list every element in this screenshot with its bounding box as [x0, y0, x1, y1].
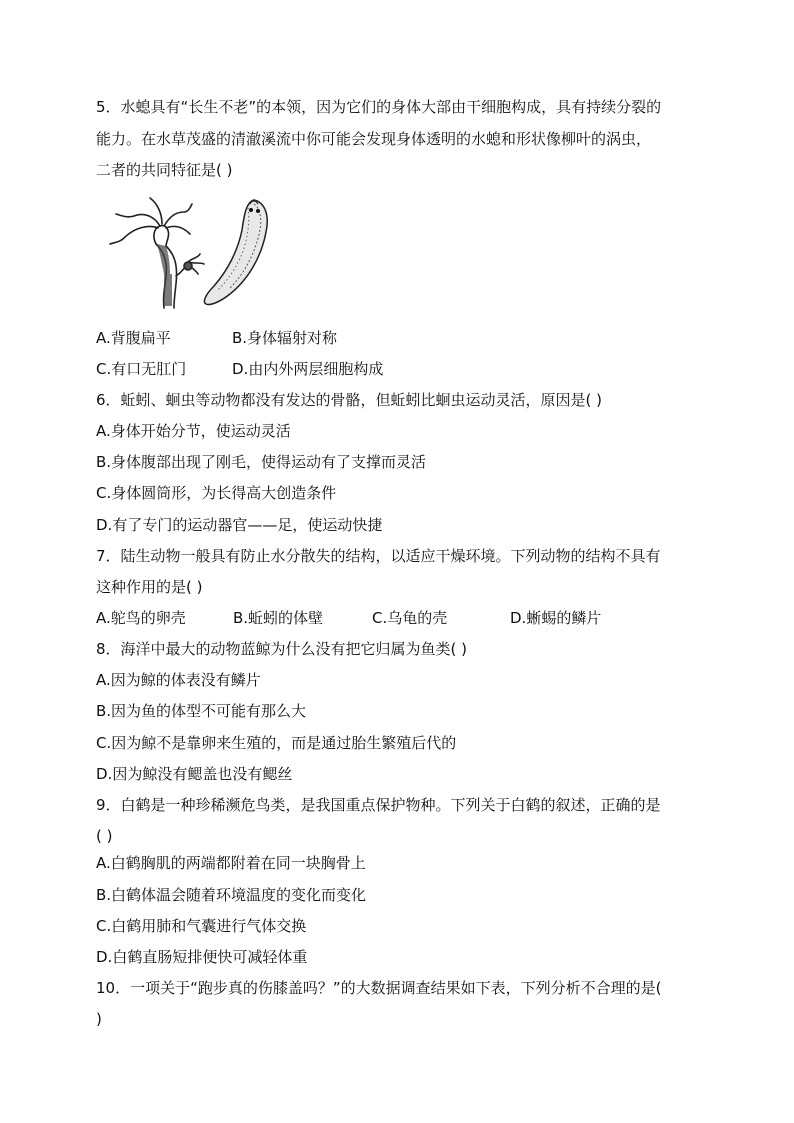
- question-8-option-b[interactable]: B.因为鱼的体型不可能有那么大: [96, 702, 307, 720]
- question-5-line-2: 能力。在水草茂盛的清澈溪流中你可能会发现身体透明的水螅和形状像柳叶的涡虫，: [96, 130, 652, 148]
- question-5-option-a[interactable]: A.背腹扁平: [96, 329, 171, 347]
- question-6-option-d[interactable]: D.有了专门的运动器官——足，使运动快捷: [96, 516, 383, 534]
- question-7-line-1: 7．陆生动物一般具有防止水分散失的结构，以适应干燥环境。下列动物的结构不具有: [96, 547, 661, 565]
- question-5-option-b[interactable]: B.身体辐射对称: [232, 329, 338, 347]
- question-8-option-a[interactable]: A.因为鲸的体表没有鳞片: [96, 671, 261, 689]
- question-8-option-d[interactable]: D.因为鲸没有鳃盖也没有鳃丝: [96, 765, 293, 783]
- question-7-option-a[interactable]: A.鸵鸟的卵壳: [96, 609, 186, 627]
- question-9-option-c[interactable]: C.白鹤用肺和气囊进行气体交换: [96, 917, 307, 935]
- question-6-line-1: 6．蚯蚓、蛔虫等动物都没有发达的骨骼，但蚯蚓比蛔虫运动灵活，原因是( ): [96, 391, 603, 409]
- question-7-option-c[interactable]: C.乌龟的壳: [372, 609, 448, 627]
- question-9-option-a[interactable]: A.白鹤胸肌的两端都附着在同一块胸骨上: [96, 854, 366, 872]
- question-6-option-c[interactable]: C.身体圆筒形，为长得高大创造条件: [96, 484, 337, 502]
- question-5-line-3: 二者的共同特征是( ): [96, 161, 233, 179]
- question-9-option-b[interactable]: B.白鹤体温会随着环境温度的变化而变化: [96, 886, 367, 904]
- question-10-line-2: ): [96, 1010, 102, 1028]
- hydra-planarian-illustration: [104, 194, 280, 312]
- question-5-option-c[interactable]: C.有口无肛门: [96, 360, 187, 378]
- question-5-line-1: 5．水螅具有“长生不老”的本领，因为它们的身体大部由干细胞构成，具有持续分裂的: [96, 98, 662, 116]
- question-10-line-1: 10．一项关于“跑步真的伤膝盖吗？”的大数据调查结果如下表，下列分析不合理的是(: [96, 979, 662, 997]
- planarian-drawing: [204, 200, 267, 305]
- question-9-option-d[interactable]: D.白鹤直肠短排便快可减轻体重: [96, 948, 308, 966]
- question-6-option-b[interactable]: B.身体腹部出现了刚毛，使得运动有了支撑而灵活: [96, 453, 427, 471]
- question-7-line-2: 这种作用的是( ): [96, 578, 203, 596]
- question-7-option-d[interactable]: D.蜥蜴的鳞片: [510, 609, 602, 627]
- question-5-option-d[interactable]: D.由内外两层细胞构成: [232, 360, 384, 378]
- question-8-option-c[interactable]: C.因为鲸不是靠卵来生殖的，而是通过胎生繁殖后代的: [96, 734, 457, 752]
- question-7-option-b[interactable]: B.蚯蚓的体壁: [233, 609, 324, 627]
- question-6-option-a[interactable]: A.身体开始分节，使运动灵活: [96, 422, 291, 440]
- hydra-drawing: [110, 198, 204, 308]
- question-9-line-2: ( ): [96, 827, 113, 845]
- question-8-line-1: 8．海洋中最大的动物蓝鲸为什么没有把它归属为鱼类( ): [96, 640, 468, 658]
- question-9-line-1: 9．白鹤是一种珍稀濒危鸟类，是我国重点保护物种。下列关于白鹤的叙述，正确的是: [96, 796, 661, 814]
